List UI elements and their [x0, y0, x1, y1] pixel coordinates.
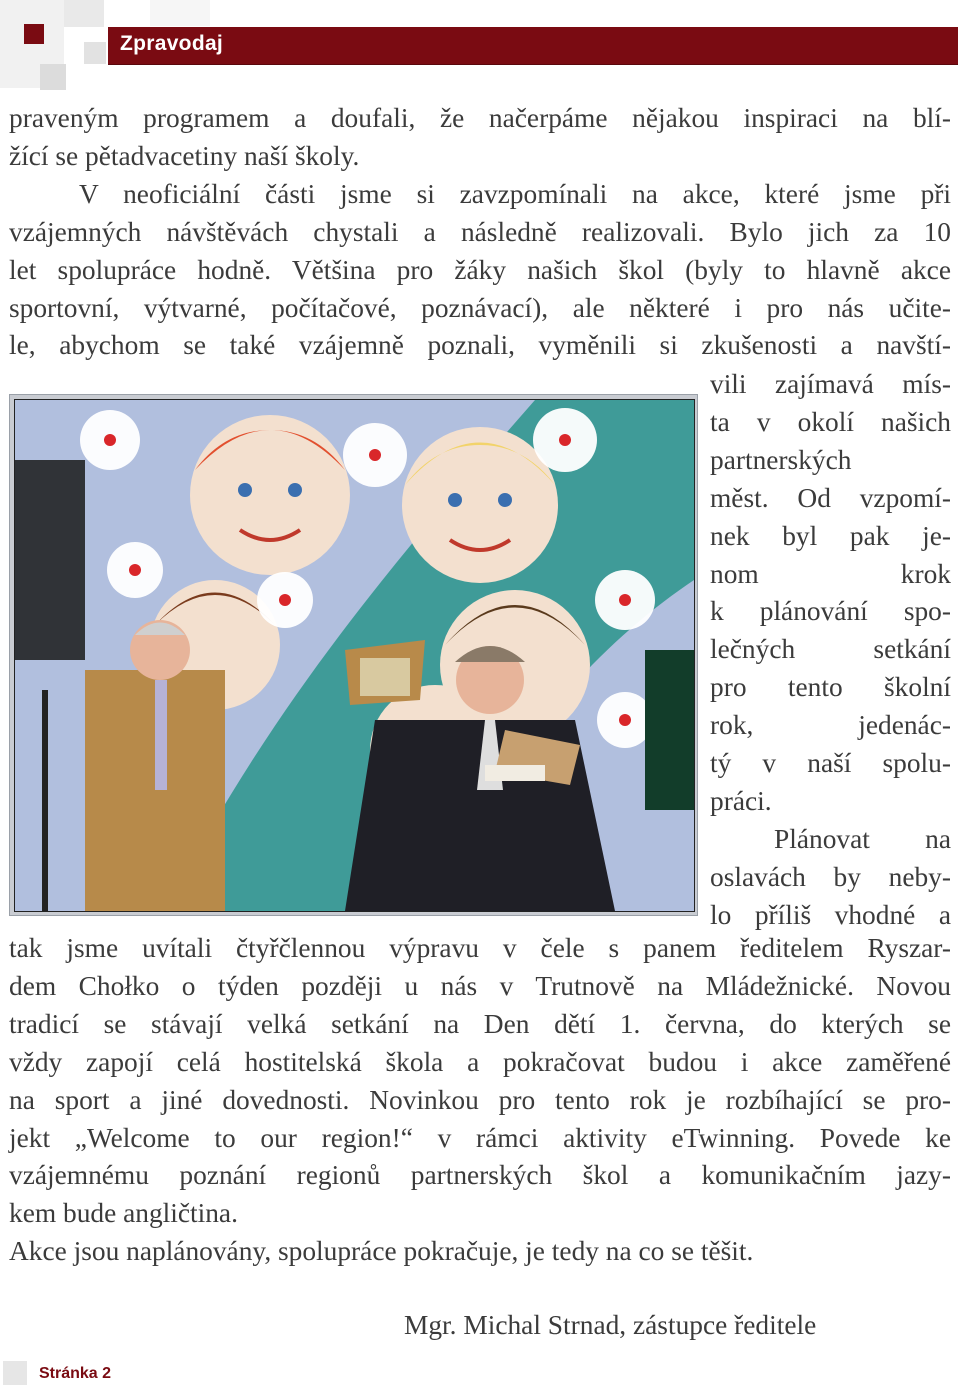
text-line: vili zajímavá mís- — [710, 369, 951, 399]
text-line: kem bude angličtina. — [9, 1198, 238, 1229]
text-line: le, abychom se také vzájemně poznali, vyměnili si zkušenosti a navští- — [9, 330, 951, 361]
text-line: měst. Od vzpomí- — [710, 482, 951, 513]
text-line: lo příliš vhodné a — [710, 899, 951, 930]
text-line: V neoficiální části jsme si zavzpomínali na akce, které jsme při — [79, 178, 951, 209]
page-number: Stránka 2 — [39, 1365, 112, 1382]
text-line: jekt „Welcome to our region!“ v rámci aktivity eTwinning. Povede ke — [9, 1122, 951, 1153]
text-line: na sport a jiné dovednosti. Novinkou pro tento rok je rozbíhající se pro- — [9, 1084, 951, 1115]
text-line: lečných setkání — [710, 634, 951, 665]
text-line: let spolupráce hodně. Většina pro žáky našich škol (byly to hlavně akce — [9, 254, 951, 285]
text-line: sportovní, výtvarné, počítačové, poznávací), ale některé i pro nás učite- — [9, 292, 951, 323]
text-line: oslavách by neby- — [710, 861, 951, 892]
article-paragraph-main — [9, 930, 951, 1271]
text-line: práci. — [710, 785, 772, 816]
text-line: dem Chołko o týden později u nás v Trutnově na Mládežnické. Novou — [9, 970, 951, 1001]
text-line: nom krok — [710, 558, 951, 589]
text-line: tý v naší spolu- — [710, 748, 951, 779]
article-paragraph-intro — [9, 100, 951, 365]
event-photo — [14, 399, 695, 912]
text-line: k plánování spo- — [710, 596, 951, 627]
author-signature: Mgr. Michal Strnad, zástupce ředitele — [404, 1310, 817, 1340]
text-line: pravеným programem a doufali, že načerpáme nějakou inspiraci na blí- — [9, 103, 951, 133]
text-line: nek byl pak je- — [710, 520, 951, 551]
header-bar — [108, 27, 958, 65]
text-line: tradicí se stávají velká setkání na Den dětí 1. června, do kterých se — [9, 1008, 951, 1039]
photo-frame — [9, 394, 698, 916]
text-line: vždy zapojí celá hostitelská škola a pokračovat budou i akce zaměřené — [9, 1046, 951, 1077]
text-line: žící se pětadvacetiny naší školy. — [9, 140, 360, 171]
text-line: Plánovat na — [774, 823, 951, 854]
text-line: Akce jsou naplánovány, spolupráce pokračuje, je tedy na co se těšit. — [9, 1236, 754, 1267]
text-line: ta v okolí našich — [710, 406, 951, 437]
newsletter-title: Zpravodaj — [120, 32, 224, 55]
article-column-text — [710, 366, 951, 935]
footer-decoration — [3, 1361, 27, 1385]
text-line: vzájemnému poznání regionů partnerských škol a komunikačním jazy- — [9, 1160, 951, 1191]
text-line: pro tento školní — [710, 672, 951, 703]
text-line: rok, jedenác- — [710, 710, 951, 741]
text-line: partnerských — [710, 444, 852, 475]
text-line: vzájemných návštěvách chystali a následně realizovali. Bylo jich za 10 — [9, 216, 951, 247]
text-line: tak jsme uvítali čtyřčlennou výpravu v čele s panem ředitelem Ryszar- — [9, 933, 951, 963]
